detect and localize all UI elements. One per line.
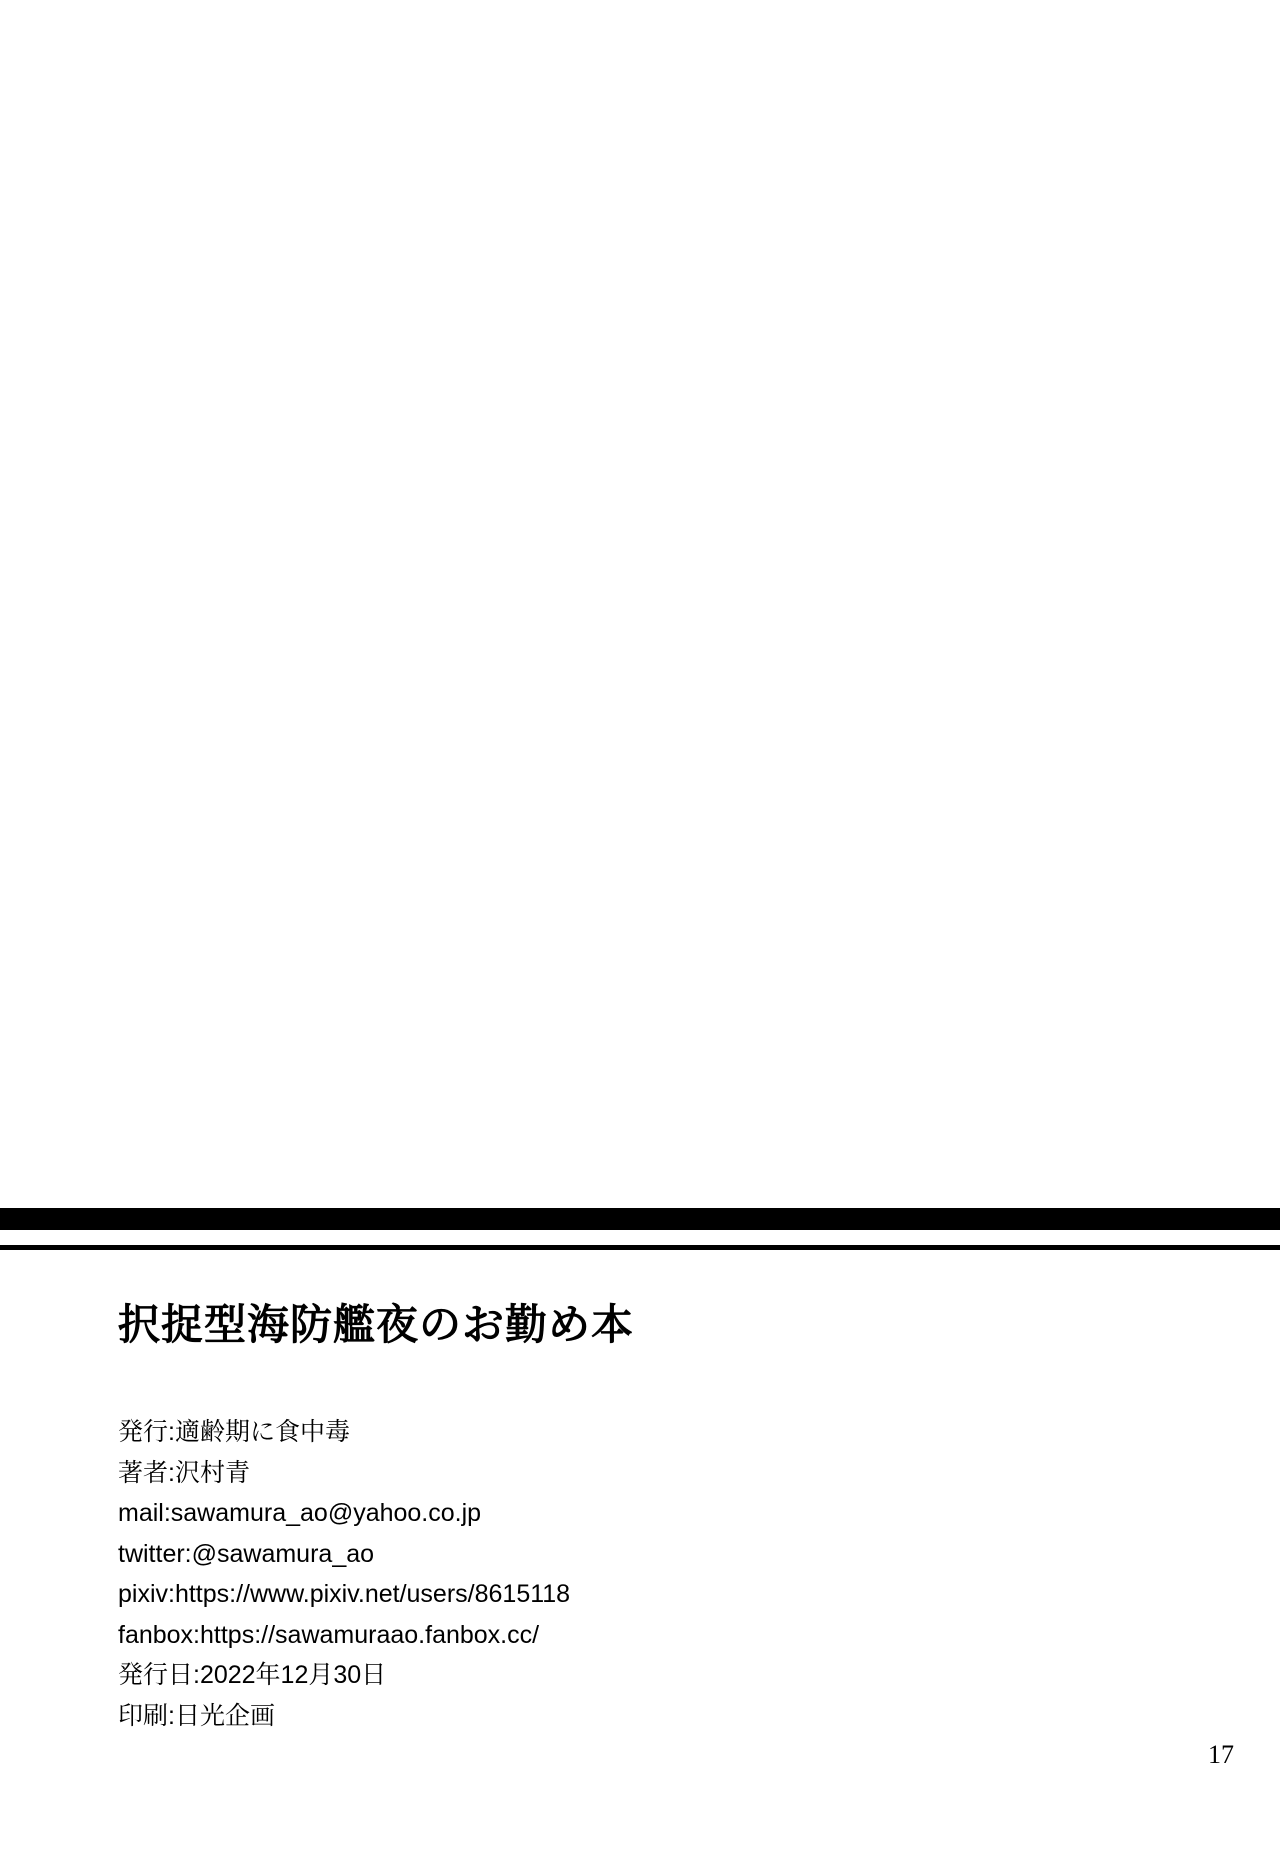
- divider-gap: [0, 1230, 1280, 1240]
- credit-printer: 印刷:日光企画: [118, 1701, 275, 1730]
- page-number: 17: [1208, 1740, 1234, 1769]
- credit-author: 著者:沢村青: [118, 1458, 250, 1487]
- thick-divider-rule: [0, 1208, 1280, 1230]
- credit-publisher: 発行:適齢期に食中毒: [118, 1418, 350, 1447]
- credit-pixiv: pixiv:https://www.pixiv.net/users/8615118: [118, 1580, 571, 1609]
- credit-publication-date: 発行日:2022年12月30日: [118, 1661, 387, 1690]
- colophon-block: [118, 1300, 1118, 1736]
- book-title: 択捉型海防艦夜のお勤め本: [118, 1301, 635, 1348]
- thin-divider-rule: [0, 1245, 1280, 1250]
- credits-list: [118, 1412, 1118, 1736]
- credit-mail: mail:sawamura_ao@yahoo.co.jp: [118, 1499, 482, 1528]
- credit-fanbox: fanbox:https://sawamuraao.fanbox.cc/: [118, 1620, 540, 1649]
- credit-twitter: twitter:@sawamura_ao: [118, 1539, 375, 1568]
